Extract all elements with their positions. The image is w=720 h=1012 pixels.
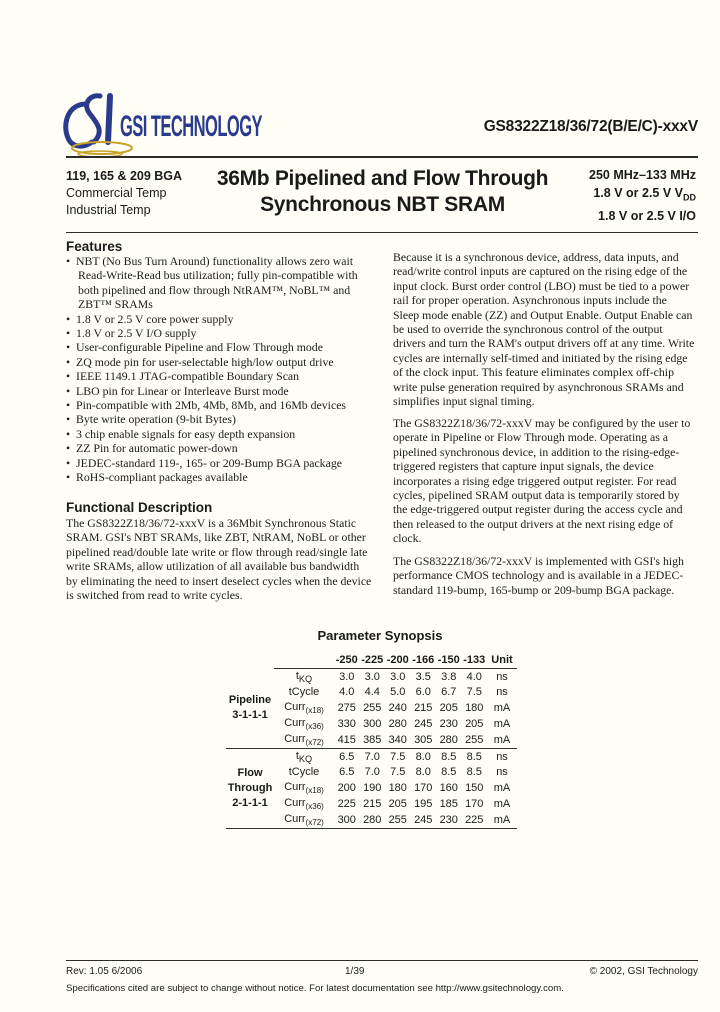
parameter-name: Curr$_{(x18)}$: [284, 701, 324, 716]
unit-cell: mA: [487, 812, 517, 828]
value-cell: 340: [385, 732, 411, 748]
package-info: [66, 168, 182, 219]
functional-paragraph-1: The GS8322Z18/36/72-xxxV is a 36Mbit Synchronous Static SRAM. GSI's NBT SRAMs, like ZBT, NtRAM, NoBL or other pipelined read/double late write or flow through read/single late write SRAMs, allow utilization of all available bus bandwidth by eliminating the need to insert deselect cycles when the device is switched from read to write cycles.: [66, 516, 372, 603]
value-cell: 7.0: [364, 766, 380, 779]
value-cell: 8.0: [415, 750, 431, 763]
value-cell: 190: [363, 782, 382, 795]
package-types: 119, 165 & 209 BGA: [66, 169, 183, 183]
value-cell: 8.0: [415, 766, 431, 779]
value-cell: 385: [360, 732, 386, 748]
value-cell: 215: [414, 702, 433, 715]
value-cell: 280: [436, 732, 462, 748]
unit-cell: ns: [496, 750, 508, 763]
unit-cell: mA: [493, 782, 511, 795]
unit-cell: ns: [496, 686, 508, 699]
logo-wordmark: GSI TECHNOLOGY: [120, 110, 263, 143]
industrial-temp: Industrial Temp: [66, 203, 151, 217]
value-cell: 3.5: [415, 670, 431, 683]
group-label: Pipeline 3-1-1-1: [226, 668, 274, 748]
spec-vdd: 1.8 V or 2.5 V $V_{DD}$: [593, 186, 696, 203]
value-cell: 255: [385, 812, 411, 828]
value-cell: 3.0: [390, 670, 406, 683]
value-cell: 330: [337, 718, 356, 731]
value-cell: 180: [388, 782, 407, 795]
value-cell: 7.5: [466, 686, 482, 699]
value-cell: 3.0: [339, 670, 355, 683]
col-250: -250: [334, 652, 360, 668]
value-cell: 3.0: [364, 670, 380, 683]
value-cell: 3.8: [441, 670, 457, 683]
value-cell: 7.0: [364, 750, 380, 763]
value-cell: 215: [363, 798, 382, 811]
parameter-name: $t_{KQ}$: [295, 749, 313, 764]
table-header-row: [226, 652, 517, 668]
spec-frequency: 250 MHz–133 MHz: [589, 168, 696, 182]
parameter-name: tCycle: [288, 686, 320, 699]
feature-item: • User-configurable Pipeline and Flow Through mode: [66, 340, 376, 354]
feature-item: • JEDEC-standard 119-, 165- or 209-Bump BGA package: [66, 456, 376, 470]
value-cell: 4.0: [466, 670, 482, 683]
revision: Rev: 1.05 6/2006: [66, 966, 143, 977]
unit-cell: mA: [493, 718, 511, 731]
value-cell: 205: [388, 798, 407, 811]
parameter-synopsis-table: [226, 652, 517, 829]
value-cell: 8.5: [441, 766, 457, 779]
functional-description-heading: Functional Description: [66, 500, 213, 515]
title-line-1: 36Mb Pipelined and Flow Through: [216, 167, 549, 190]
parameter-name: Curr$_{(x72)}$: [274, 732, 334, 748]
parameter-name: Curr$_{(x72)}$: [274, 812, 334, 828]
feature-item: • 1.8 V or 2.5 V I/O supply: [66, 326, 376, 340]
value-cell: 300: [363, 718, 382, 731]
feature-item: • 1.8 V or 2.5 V core power supply: [66, 312, 376, 326]
title-line-2: Synchronous NBT SRAM: [260, 193, 505, 216]
parameter-name: Curr$_{(x18)}$: [284, 781, 324, 796]
table-row: [226, 748, 517, 764]
parameter-name: Curr$_{(x36)}$: [284, 716, 324, 732]
feature-item: • ZZ Pin for automatic power-down: [66, 441, 376, 455]
parameter-name: $t_{KQ}$: [295, 669, 313, 684]
header-rule: [66, 156, 698, 158]
value-cell: 300: [334, 812, 360, 828]
value-cell: 8.5: [466, 766, 482, 779]
value-cell: 240: [388, 702, 407, 715]
feature-item: • NBT (No Bus Turn Around) functionality allows zero wait Read-Write-Read bus utilization; fully pin-compatible with both pipelined and flow through NtRAM™, NoBL™ and ZBT™ SRAMs: [66, 254, 376, 312]
unit-cell: mA: [493, 702, 511, 715]
value-cell: 8.5: [441, 750, 457, 763]
features-list: [66, 254, 376, 485]
value-cell: 7.5: [390, 766, 406, 779]
value-cell: 200: [337, 782, 356, 795]
key-specs: [589, 166, 696, 225]
value-cell: 6.5: [339, 750, 355, 763]
group-label: Flow Through 2-1-1-1: [226, 748, 274, 828]
page-number: 1/39: [345, 966, 365, 977]
value-cell: 205: [465, 718, 484, 731]
unit-cell: ns: [496, 670, 508, 683]
table-row: [226, 668, 517, 684]
commercial-temp: Commercial Temp: [66, 186, 167, 200]
spec-io: 1.8 V or 2.5 V I/O: [598, 208, 696, 223]
value-cell: 195: [414, 798, 433, 811]
copyright: © 2002, GSI Technology: [589, 966, 698, 977]
value-cell: 230: [439, 718, 458, 731]
part-number: GS8322Z18/36/72(B/E/C)-xxxV: [483, 118, 698, 135]
col-133: -133: [462, 652, 488, 668]
value-cell: 4.4: [364, 686, 380, 699]
value-cell: 230: [436, 812, 462, 828]
parameter-synopsis-title: Parameter Synopsis: [317, 628, 443, 643]
unit-cell: mA: [487, 732, 517, 748]
functional-paragraph-2: Because it is a synchronous device, address, data inputs, and read/write control inputs are captured on the rising edge of the input clock. Burst order control (LBO) must be tied to a power rail for proper operation. Asynchronous inputs include the Sleep mode enable (ZZ) and Output Enable. Output Enable can be used to override the synchronous control of the output drivers and turn the RAM's output drivers off at any time. Write cycles are internally self-timed and initiated by the rising edge of the clock input. This feature eliminates complex off-chip write pulse generation required by asynchronous SRAMs and simplifies input signal timing.: [393, 250, 695, 409]
feature-item: • ZQ mode pin for user-selectable high/low output drive: [66, 355, 376, 369]
value-cell: 305: [411, 732, 437, 748]
col-225: -225: [360, 652, 386, 668]
functional-paragraph-4: The GS8322Z18/36/72-xxxV is implemented with GSI's high performance CMOS technology and is available in a JEDEC-standard 119-bump, 165-bump or 209-bump BGA package.: [393, 554, 684, 597]
functional-paragraph-3: The GS8322Z18/36/72-xxxV may be configured by the user to operate in Pipeline or Flow Through mode. Operating as a pipelined synchronous device, in addition to the rising-edge-triggered registers that capture input signals, the device incorporates a rising edge triggered output register. For read cycles, pipelined SRAM output data is temporarily stored by the edge-triggered output register during the access cycle and then released to the output drivers at the next rising edge of clock.: [393, 416, 691, 546]
value-cell: 245: [414, 718, 433, 731]
gsi-technology-logo: [60, 84, 270, 162]
value-cell: 170: [414, 782, 433, 795]
value-cell: 415: [334, 732, 360, 748]
value-cell: 160: [439, 782, 458, 795]
features-heading: Features: [66, 239, 123, 254]
section-rule: [66, 232, 698, 233]
value-cell: 255: [462, 732, 488, 748]
footer-rule: [66, 960, 698, 961]
unit-cell: ns: [496, 766, 508, 779]
parameter-name: Curr$_{(x36)}$: [284, 796, 324, 812]
feature-item: • 3 chip enable signals for easy depth expansion: [66, 427, 376, 441]
value-cell: 180: [465, 702, 484, 715]
value-cell: 6.7: [441, 686, 457, 699]
value-cell: 280: [360, 812, 386, 828]
value-cell: 170: [465, 798, 484, 811]
value-cell: 245: [411, 812, 437, 828]
document-title: [200, 166, 565, 218]
value-cell: 185: [439, 798, 458, 811]
value-cell: 225: [337, 798, 356, 811]
col-150: -150: [436, 652, 462, 668]
feature-item: • RoHS-compliant packages available: [66, 470, 376, 484]
value-cell: 205: [439, 702, 458, 715]
col-166: -166: [411, 652, 437, 668]
value-cell: 7.5: [390, 750, 406, 763]
value-cell: 5.0: [390, 686, 406, 699]
value-cell: 225: [462, 812, 488, 828]
value-cell: 4.0: [339, 686, 355, 699]
feature-item: • IEEE 1149.1 JTAG-compatible Boundary Scan: [66, 369, 376, 383]
value-cell: 255: [363, 702, 382, 715]
value-cell: 6.5: [339, 766, 355, 779]
unit-cell: mA: [493, 798, 511, 811]
col-200: -200: [385, 652, 411, 668]
value-cell: 280: [388, 718, 407, 731]
value-cell: 275: [337, 702, 356, 715]
value-cell: 150: [465, 782, 484, 795]
value-cell: 6.0: [415, 686, 431, 699]
feature-item: • Byte write operation (9-bit Bytes): [66, 412, 376, 426]
parameter-name: tCycle: [288, 766, 320, 779]
col-unit: Unit: [487, 652, 517, 668]
footer-note: Specifications cited are subject to change without notice. For latest documentation see http://www.gsitechnology.com.: [66, 983, 564, 994]
value-cell: 8.5: [466, 750, 482, 763]
feature-item: • LBO pin for Linear or Interleave Burst mode: [66, 384, 376, 398]
feature-item: • Pin-compatible with 2Mb, 4Mb, 8Mb, and 16Mb devices: [66, 398, 376, 412]
